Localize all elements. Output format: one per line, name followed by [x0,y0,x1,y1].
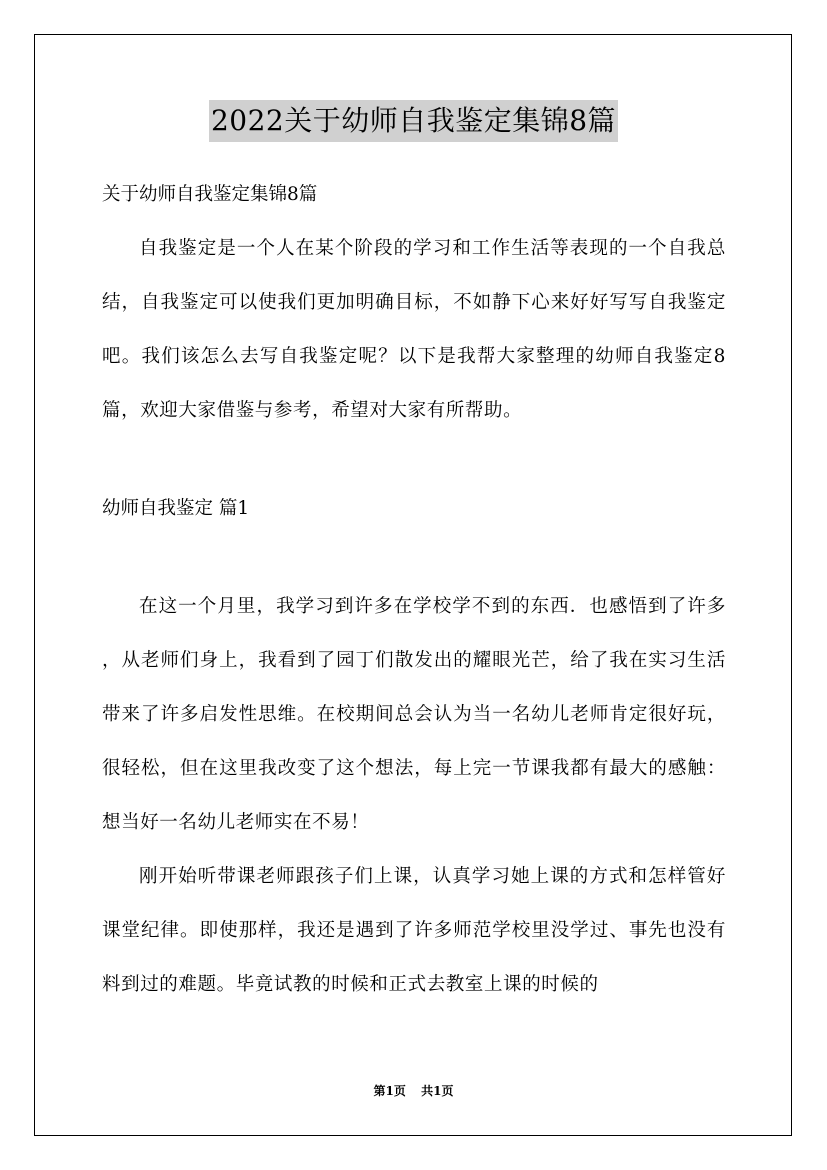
page-total-label: 共1页 [421,1084,454,1098]
section-heading: 幼师自我鉴定 篇1 [102,498,250,519]
footer-separator [410,1084,418,1098]
page-number-label: 第1页 [373,1084,406,1098]
page-footer [0,1083,827,1099]
document-subtitle: 关于幼师自我鉴定集锦8篇 [102,184,318,205]
body-paragraph-2: 刚开始听带课老师跟孩子们上课，认真学习她上课的方式和怎样管好课堂纪律。即使那样，我还是遇到了许多师范学校里没学过、事先也没有料到过的难题。毕竟试教的时候和正式去教室上课的时候的 [102,866,726,995]
spacer [102,438,726,482]
document-body [102,168,726,1012]
spacer [102,536,726,580]
title-container [0,100,827,142]
intro-paragraph: 自我鉴定是一个人在某个阶段的学习和工作生活等表现的一个自我总结，自我鉴定可以使我们更加明确目标，不如静下心来好好写写自我鉴定吧。我们该怎么去写自我鉴定呢？以下是我帮大家整理的幼师自我鉴定8篇，欢迎大家借鉴与参考，希望对大家有所帮助。 [102,238,726,421]
document-title: 2022关于幼师自我鉴定集锦8篇 [209,100,618,142]
body-paragraph-1: 在这一个月里，我学习到许多在学校学不到的东西．也感悟到了许多 ，从老师们身上，我看到了园丁们散发出的耀眼光芒，给了我在实习生活带来了许多启发性思维。在校期间总会认为当一名幼儿老师肯定很好玩，很轻松，但在这里我改变了这个想法，每上完一节课我都有最大的感触：想当好一名幼儿老师实在不易！ [102,596,726,833]
